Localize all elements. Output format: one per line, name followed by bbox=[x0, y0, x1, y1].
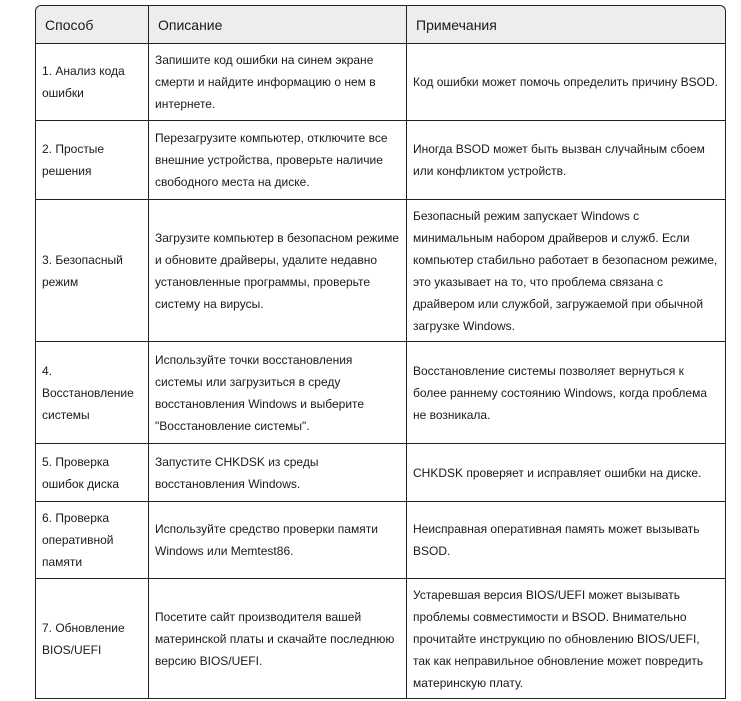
method-cell: 4. Восстановление системы bbox=[36, 342, 149, 444]
method-cell: 7. Обновление BIOS/UEFI bbox=[36, 579, 149, 699]
method-cell: 6. Проверка оперативной памяти bbox=[36, 502, 149, 579]
table-row bbox=[36, 444, 725, 502]
table-row bbox=[36, 121, 725, 200]
notes-cell: Код ошибки может помочь определить причину BSOD. bbox=[407, 44, 725, 121]
table-header-row bbox=[36, 6, 725, 44]
description-cell: Перезагрузите компьютер, отключите все внешние устройства, проверьте наличие свободного места на диске. bbox=[149, 121, 407, 200]
notes-cell: Безопасный режим запускает Windows с минимальным набором драйверов и служб. Если компьютер стабильно работает в безопасном режиме, это указывает на то, что проблема связана с драйвером или службой, загружаемой при обычной загрузке Windows. bbox=[407, 200, 725, 342]
description-cell: Используйте средство проверки памяти Windows или Memtest86. bbox=[149, 502, 407, 579]
notes-cell: Устаревшая версия BIOS/UEFI может вызывать проблемы совместимости и BSOD. Внимательно прочитайте инструкцию по обновлению BIOS/UEFI, так как неправильное обновление может повредить материнскую плату. bbox=[407, 579, 725, 699]
header-description: Описание bbox=[149, 6, 407, 44]
description-cell: Запишите код ошибки на синем экране смерти и найдите информацию о нем в интернете. bbox=[149, 44, 407, 121]
notes-cell: Неисправная оперативная память может вызывать BSOD. bbox=[407, 502, 725, 579]
header-notes: Примечания bbox=[407, 6, 725, 44]
description-cell: Запустите CHKDSK из среды восстановления Windows. bbox=[149, 444, 407, 502]
table-row bbox=[36, 44, 725, 121]
notes-cell: CHKDSK проверяет и исправляет ошибки на диске. bbox=[407, 444, 725, 502]
method-cell: 1. Анализ кода ошибки bbox=[36, 44, 149, 121]
table-row bbox=[36, 502, 725, 579]
description-cell: Загрузите компьютер в безопасном режиме и обновите драйверы, удалите недавно установленные программы, проверьте систему на вирусы. bbox=[149, 200, 407, 342]
notes-cell: Иногда BSOD может быть вызван случайным сбоем или конфликтом устройств. bbox=[407, 121, 725, 200]
method-cell: 3. Безопасный режим bbox=[36, 200, 149, 342]
description-cell: Используйте точки восстановления системы или загрузиться в среду восстановления Windows и выберите "Восстановление системы". bbox=[149, 342, 407, 444]
method-cell: 2. Простые решения bbox=[36, 121, 149, 200]
description-cell: Посетите сайт производителя вашей материнской платы и скачайте последнюю версию BIOS/UEFI. bbox=[149, 579, 407, 699]
table-row bbox=[36, 579, 725, 699]
table-row bbox=[36, 342, 725, 444]
bsod-methods-table bbox=[35, 5, 726, 699]
table-row bbox=[36, 200, 725, 342]
notes-cell: Восстановление системы позволяет вернуться к более раннему состоянию Windows, когда проблема не возникала. bbox=[407, 342, 725, 444]
method-cell: 5. Проверка ошибок диска bbox=[36, 444, 149, 502]
header-method: Способ bbox=[36, 6, 149, 44]
